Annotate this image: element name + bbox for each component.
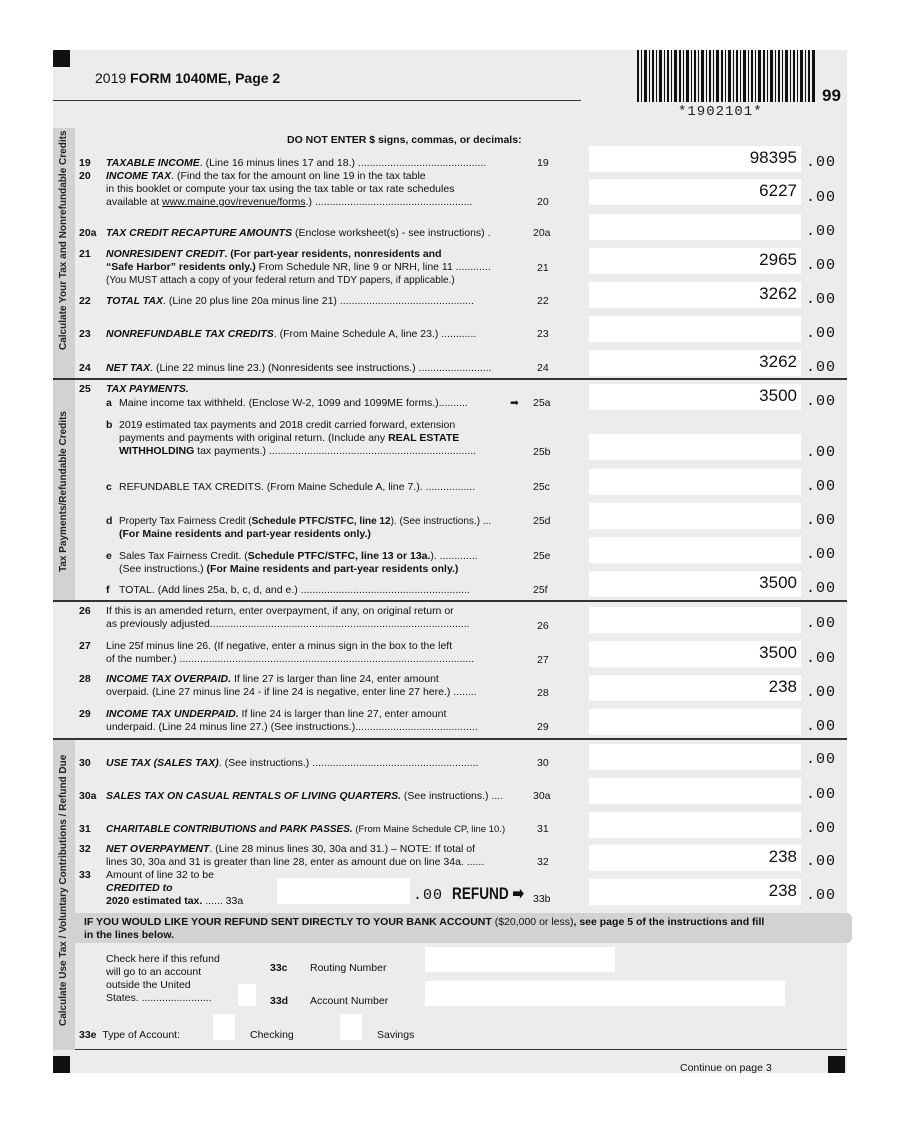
line-26-amount-field[interactable] [589, 607, 801, 633]
line-number: 21 [79, 248, 91, 260]
line-29-label: INCOME TAX UNDERPAID. If line 24 is larger than line 27, enter amount underpaid. (Line 24 minus line 27.) (See instructions.).......................................... [106, 708, 478, 733]
cents-suffix: .00 [806, 718, 837, 735]
amount-value: 98395 [749, 148, 797, 167]
line-code: 31 [537, 823, 549, 835]
line-25f-amount-field[interactable] [589, 571, 801, 597]
line-code: 21 [537, 262, 549, 274]
line-letter: e [106, 550, 112, 562]
cents-suffix: .00 [806, 615, 837, 632]
cents-suffix: .00 [806, 444, 837, 461]
arrow-icon: ➡ [512, 884, 524, 903]
line-code: 24 [537, 362, 549, 374]
savings-checkbox[interactable] [340, 1014, 362, 1040]
line-number: 22 [79, 295, 91, 307]
line-code: 30 [537, 757, 549, 769]
line-code: 29 [537, 721, 549, 733]
line-30a-amount-field[interactable] [589, 778, 801, 804]
line-number: 32 [79, 843, 91, 855]
savings-label: Savings [377, 1029, 415, 1041]
line-letter: a [106, 397, 112, 409]
cents-suffix: .00 [806, 786, 837, 803]
refund-label: REFUND ➡ [452, 884, 524, 903]
corner-mark-bottom-right [828, 1056, 845, 1073]
line-code: 25b [533, 446, 551, 458]
line-21-amount-field[interactable] [589, 248, 801, 274]
line-20a-amount-field[interactable] [589, 214, 801, 240]
line-code: 25a [533, 397, 551, 409]
line-number: 26 [79, 605, 91, 617]
cents-suffix: .00 [806, 154, 837, 171]
line-code: 33b [533, 893, 551, 905]
cents-suffix: .00 [806, 257, 837, 274]
amount-value: 6227 [759, 181, 797, 200]
cents-suffix: .00 [806, 393, 837, 410]
line-23-label: NONREFUNDABLE TAX CREDITS. (From Maine Schedule A, line 23.) ............ [106, 328, 477, 340]
line-code: 25d [533, 515, 551, 527]
foreign-account-label: Check here if this refund will go to an account outside the United States. ........................ [106, 953, 220, 1004]
line-number: 28 [79, 673, 91, 685]
line-33a-amount-field[interactable] [277, 878, 410, 904]
checking-label: Checking [250, 1029, 294, 1041]
line-25d-amount-field[interactable] [589, 503, 801, 529]
line-25b-amount-field[interactable] [589, 434, 801, 460]
page-code: 99 [822, 86, 841, 105]
line-code: 22 [537, 295, 549, 307]
line-number: 31 [79, 823, 91, 835]
cents-suffix: .00 [806, 325, 837, 342]
line-22-label: TOTAL TAX. (Line 20 plus line 20a minus line 21) .............................................. [106, 295, 475, 307]
continue-note: Continue on page 3 [680, 1062, 772, 1074]
revenue-forms-link[interactable]: www.maine.gov/revenue/forms [162, 196, 306, 208]
line-24-label: NET TAX. (Line 22 minus line 23.) (Nonresidents see instructions.) ......................... [106, 362, 492, 374]
line-25f-label: TOTAL. (Add lines 25a, b, c, d, and e.) .......................................................... [119, 584, 470, 596]
line-number: 29 [79, 708, 91, 720]
line-code: 25c [533, 481, 550, 493]
form-title: FORM 1040ME, Page 2 [130, 70, 281, 86]
line-code: 20a [533, 227, 551, 239]
cents-suffix: .00 [413, 887, 444, 904]
line-31-amount-field[interactable] [589, 812, 801, 838]
line-19-label: TAXABLE INCOME. (Line 16 minus lines 17 and 18.) ............................................ [106, 157, 487, 169]
section-divider [53, 738, 847, 740]
barcode [637, 50, 817, 102]
page-title [95, 70, 280, 86]
line-25b-label: 2019 estimated tax payments and 2018 credit carried forward, extension payments and payments with original return. (Include any REAL ESTATE WITHHOLDING tax payments.) ....................................................................... [119, 419, 477, 457]
header-rule [53, 100, 581, 101]
instruction-note: DO NOT ENTER $ signs, commas, or decimals: [287, 134, 522, 146]
line-30a-label: SALES TAX ON CASUAL RENTALS OF LIVING QUARTERS. (See instructions.) .... [106, 790, 504, 802]
amount-value: 3500 [759, 643, 797, 662]
line-code: 19 [537, 157, 549, 169]
arrow-icon: ➡ [510, 397, 519, 409]
line-number: 23 [79, 328, 91, 340]
amount-value: 238 [768, 677, 797, 696]
bottom-rule [75, 1049, 847, 1050]
line-number: 30a [79, 790, 97, 802]
line-29-amount-field[interactable] [589, 709, 801, 735]
form-year: 2019 [95, 70, 127, 86]
line-28-label: INCOME TAX OVERPAID. If line 27 is larger than line 24, enter amount overpaid. (Line 27 minus line 24 - if line 24 is negative, enter line 27 here.) ........ [106, 673, 477, 698]
amount-value: 3262 [759, 284, 797, 303]
cents-suffix: .00 [806, 820, 837, 837]
cents-suffix: .00 [806, 751, 837, 768]
cents-suffix: .00 [806, 887, 837, 904]
line-code: 25f [533, 584, 548, 596]
line-26-label: If this is an amended return, enter overpayment, if any, on original return or as previously adjusted......................................................................................... [106, 605, 470, 630]
line-20-label: INCOME TAX. (Find the tax for the amount on line 19 in the tax table in this booklet or compute your tax using the tax table or tax rate schedules available at www.maine.gov/revenue/forms.) ...................................................... [106, 170, 473, 208]
cents-suffix: .00 [806, 580, 837, 597]
line-code: 23 [537, 328, 549, 340]
routing-number-label: Routing Number [310, 962, 387, 974]
line-24-amount-field[interactable] [589, 350, 801, 376]
line-25e-label: Sales Tax Fairness Credit. (Schedule PTFC/STFC, line 13 or 13a.). ............. (See instructions.) (For Maine residents and part-year residents only.) [119, 550, 478, 575]
line-30-amount-field[interactable] [589, 744, 801, 770]
line-code: 25e [533, 550, 551, 562]
line-23-amount-field[interactable] [589, 316, 801, 342]
line-letter: d [106, 515, 113, 527]
line-number: 20a [79, 227, 97, 239]
line-19-amount-field[interactable] [589, 146, 801, 172]
line-letter: b [106, 419, 113, 431]
cents-suffix: .00 [806, 853, 837, 870]
line-number: 27 [79, 640, 91, 652]
line-number: 30 [79, 757, 91, 769]
line-33-label: Amount of line 32 to be CREDITED to 2020 estimated tax. ...... 33a [106, 869, 244, 907]
account-number-label: Account Number [310, 995, 389, 1007]
routing-number-field[interactable] [425, 947, 615, 972]
line-25c-label: REFUNDABLE TAX CREDITS. (From Maine Schedule A, line 7.). ................. [119, 481, 476, 493]
line-25-title: TAX PAYMENTS. [106, 383, 189, 395]
line-21-label: NONRESIDENT CREDIT. (For part-year residents, nonresidents and “Safe Harbor” residents only.) From Schedule NR, line 9 or NRH, line 11 ............ (You MUST attach a copy of your federal return and TDY papers, if applicable.) [106, 248, 491, 286]
cents-suffix: .00 [806, 546, 837, 563]
line-30-label: USE TAX (SALES TAX). (See instructions.) ......................................................... [106, 757, 479, 769]
direct-deposit-instructions: IF YOU WOULD LIKE YOUR REFUND SENT DIRECTLY TO YOUR BANK ACCOUNT ($20,000 or less), see page 5 of the instructions and fill in the lines below. [84, 916, 765, 941]
cents-suffix: .00 [806, 650, 837, 667]
amount-value: 3262 [759, 352, 797, 371]
cents-suffix: .00 [806, 223, 837, 240]
line-32-label: NET OVERPAYMENT. (Line 28 minus lines 30, 30a and 31.) – NOTE: If total of lines 30, 30a and 31 is greater than line 28, enter as amount due on line 34a. ...... [106, 843, 485, 868]
line-33b-amount-field[interactable] [589, 879, 801, 905]
line-27-label: Line 25f minus line 26. (If negative, enter a minus sign in the box to the left of the number.) ..................................................................................................... [106, 640, 475, 665]
line-code: 20 [537, 196, 549, 208]
cents-suffix: .00 [806, 684, 837, 701]
line-code: 26 [537, 620, 549, 632]
line-20-amount-field[interactable] [589, 179, 801, 205]
line-27-amount-field[interactable] [589, 641, 801, 667]
line-code: 28 [537, 687, 549, 699]
line-number: 24 [79, 362, 91, 374]
line-25c-amount-field[interactable] [589, 469, 801, 495]
line-25a-amount-field[interactable] [589, 384, 801, 410]
cents-suffix: .00 [806, 189, 837, 206]
cents-suffix: .00 [806, 478, 837, 495]
line-code: 27 [537, 654, 549, 666]
line-code: 33c [270, 962, 288, 974]
amount-value: 2965 [759, 250, 797, 269]
section-label-tax: Calculate Your Tax and Nonrefundable Credits [58, 130, 69, 350]
line-code: 33d [270, 995, 289, 1007]
line-number: 33 [79, 869, 91, 881]
corner-mark-top-left [53, 50, 70, 67]
section-label-refund: Calculate Use Tax / Voluntary Contributions / Refund Due [58, 754, 69, 1026]
section-label-payments: Tax Payments/Refundable Credits [58, 411, 69, 572]
line-25a-label: Maine income tax withheld. (Enclose W-2, 1099 and 1099ME forms.).......... [119, 397, 468, 409]
account-number-field[interactable] [425, 981, 785, 1006]
line-number: 20 [79, 170, 91, 182]
line-32-amount-field[interactable] [589, 845, 801, 871]
line-31-label: CHARITABLE CONTRIBUTIONS and PARK PASSES. (From Maine Schedule CP, line 10.) [106, 824, 506, 835]
line-letter: f [106, 584, 110, 596]
line-20a-label: TAX CREDIT RECAPTURE AMOUNTS (Enclose worksheet(s) - see instructions) . [106, 227, 491, 239]
line-code: 30a [533, 790, 551, 802]
amount-value: 238 [768, 881, 797, 900]
foreign-account-checkbox[interactable] [238, 984, 256, 1006]
cents-suffix: .00 [806, 359, 837, 376]
barcode-number: *1902101* [678, 104, 763, 120]
corner-mark-bottom-left [53, 1056, 70, 1073]
line-22-amount-field[interactable] [589, 282, 801, 308]
section-divider [53, 378, 847, 380]
amount-value: 3500 [759, 386, 797, 405]
amount-value: 3500 [759, 573, 797, 592]
checking-checkbox[interactable] [213, 1014, 235, 1040]
section-divider [53, 600, 847, 602]
account-type-label: 33e Type of Account: [79, 1029, 181, 1041]
line-letter: c [106, 481, 112, 493]
line-25d-label: Property Tax Fairness Credit (Schedule PTFC/STFC, line 12). (See instructions.) ... (For Maine residents and part-year residents only.) [119, 516, 492, 540]
cents-suffix: .00 [806, 512, 837, 529]
line-number: 25 [79, 383, 91, 395]
line-code: 32 [537, 856, 549, 868]
cents-suffix: .00 [806, 291, 837, 308]
amount-value: 238 [768, 847, 797, 866]
line-25e-amount-field[interactable] [589, 537, 801, 563]
line-number: 19 [79, 157, 91, 169]
line-28-amount-field[interactable] [589, 675, 801, 701]
